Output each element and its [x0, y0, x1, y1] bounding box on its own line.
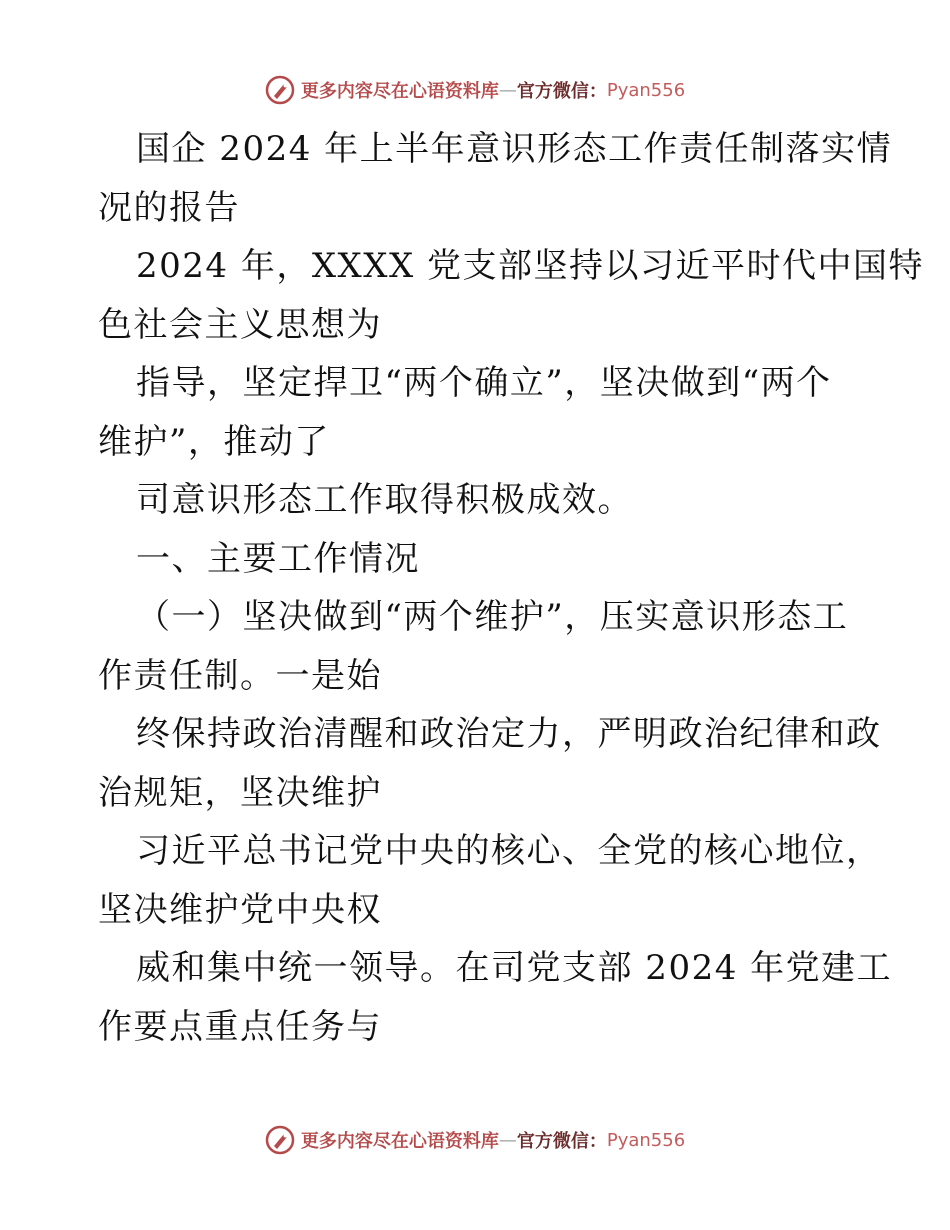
doc-paragraph-line: 司意识形态工作取得积极成效。 — [136, 480, 633, 520]
doc-paragraph-line: 维护”，推动了 — [98, 421, 330, 462]
doc-paragraph-line: 色社会主义思想为 — [98, 304, 382, 345]
doc-title-line-1: 国企 2024 年上半年意识形态工作责任制落实情 — [136, 129, 893, 169]
doc-section-heading: 一、主要工作情况 — [136, 538, 420, 579]
watermark-text-library: 更多内容尽在心语资料库 — [300, 81, 499, 102]
doc-paragraph-line: 习近平总书记党中央的核心、全党的核心地位， — [136, 831, 882, 871]
watermark-dash: — — [498, 79, 517, 101]
watermark-text-library: 更多内容尽在心语资料库 — [300, 1131, 499, 1152]
watermark-wechat-id: Pyan556 — [606, 1129, 686, 1151]
doc-subsection-heading: （一）坚决做到“两个维护”，压实意识形态工 — [136, 597, 849, 637]
watermark-wechat-id: Pyan556 — [606, 79, 686, 101]
doc-paragraph-line: 坚决维护党中央权 — [98, 889, 382, 930]
doc-paragraph-line: 作要点重点任务与 — [98, 1006, 382, 1047]
watermark-text-wechat: 官方微信： — [516, 1131, 607, 1152]
doc-title-line-2: 况的报告 — [98, 187, 240, 228]
doc-paragraph-line: 作责任制。一是始 — [98, 655, 382, 696]
doc-paragraph-line: 威和集中统一领导。在司党支部 2024 年党建工 — [136, 948, 893, 988]
watermark-header — [0, 70, 950, 110]
doc-paragraph-line: 2024 年，XXXX 党支部坚持以习近平时代中国特 — [136, 246, 924, 286]
doc-paragraph-line: 指导，坚定捍卫“两个确立”，坚决做到“两个 — [136, 363, 832, 403]
pen-nib-icon — [265, 75, 295, 105]
pen-nib-icon — [265, 1125, 295, 1155]
watermark-dash: — — [498, 1129, 517, 1151]
document-body — [98, 120, 924, 1056]
watermark-footer — [0, 1120, 950, 1160]
doc-paragraph-line: 治规矩，坚决维护 — [98, 772, 382, 813]
watermark-text-wechat: 官方微信： — [516, 81, 607, 102]
doc-paragraph-line: 终保持政治清醒和政治定力，严明政治纪律和政 — [136, 714, 882, 754]
